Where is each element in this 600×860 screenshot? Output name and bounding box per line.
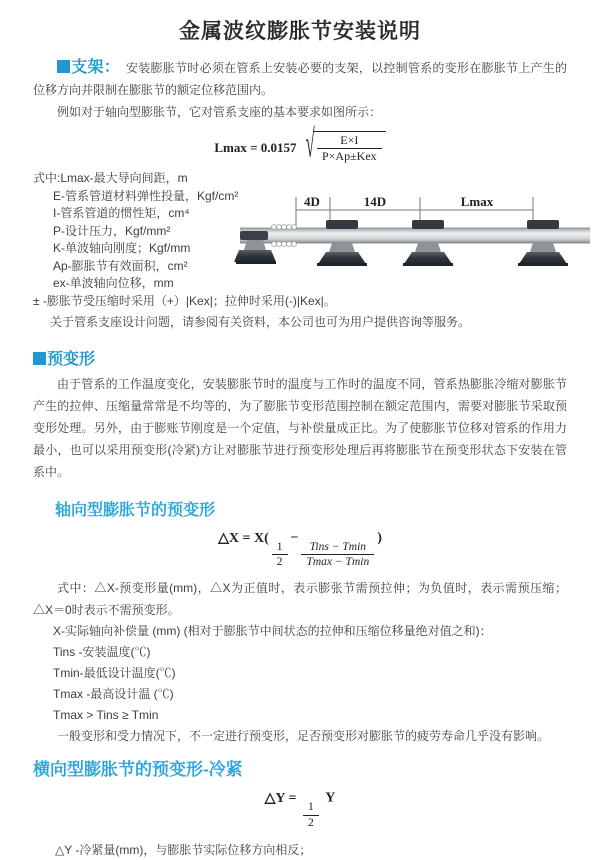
fraction-numerator: E×I xyxy=(317,133,382,149)
support-note: 关于管系支座设计问题，请参阅有关资料，本公司也可为用户提供咨询等服务。 xyxy=(50,315,471,329)
axial-line: X-实际轴向补偿量 (mm) (相对于膨胀节中间状态的拉伸和压缩位移量绝对值之和)： xyxy=(53,624,492,639)
formula-prefix: △Y = xyxy=(264,791,297,807)
lateral-predeform-formula xyxy=(265,790,336,829)
support-section-label: 支架： xyxy=(71,59,121,76)
formula-prefix: △X = X( xyxy=(218,531,269,546)
definition-line: P-设计压力，Kgf/mm² xyxy=(53,223,171,238)
fraction-denominator: P×Ap±Kex xyxy=(321,149,377,163)
fraction-denominator: Tmax − Tmin xyxy=(306,556,370,569)
dim-label-4d: 4D xyxy=(304,194,320,209)
fraction-half xyxy=(272,540,288,570)
axial-line: Tmin-最低设计温度(℃) xyxy=(53,666,176,681)
predeform-section-header xyxy=(33,346,600,369)
section-square-icon xyxy=(57,60,70,73)
fraction-numerator: Tins − Tmin xyxy=(301,540,374,555)
predeform-section-label: 预变形 xyxy=(47,351,96,368)
square-root xyxy=(305,125,386,167)
axial-predeform-heading: 轴向型膨胀节的预变形 xyxy=(55,502,216,519)
support-paragraph xyxy=(33,57,567,101)
support-intro-text: 安装膨胀节时必须在管系上安装必要的支架，以控制管系的变形在膨胀节上产生的位移方向并限制在膨胀节的额定位移范围内。 xyxy=(33,61,567,97)
lateral-note-text: △Y -冷紧量(mm)，与膨胀节实际位移方向相反； xyxy=(55,842,312,857)
fraction-numerator: 1 xyxy=(272,540,288,555)
definition-line: 式中:Lmax-最大导向间距，m xyxy=(33,171,188,185)
definition-line: Ap-膨胀节有效面积，cm² xyxy=(53,258,188,273)
dim-label-14d: 14D xyxy=(363,194,387,209)
guide-spacing-formula xyxy=(214,125,385,167)
formula-suffix: ) xyxy=(377,530,382,546)
definition-line-plusminus: ± -膨胀节受压缩时采用（+）|Kex|；拉伸时采用(-)|Kex|。 xyxy=(33,293,336,308)
dim-label-lmax: Lmax xyxy=(460,194,494,209)
definition-line: K-单波轴向刚度；Kgf/mm xyxy=(53,241,191,255)
fraction-denominator: 2 xyxy=(307,816,314,829)
axial-line: Tins -安装温度(℃) xyxy=(53,645,151,660)
support-example-text: 例如对于轴向型膨胀节，它对管系支座的基本要求如图所示： xyxy=(57,105,382,119)
definition-line: E-管系管道材料弹性投量，Kgf/cm² xyxy=(53,188,239,203)
section-square-icon xyxy=(33,352,46,365)
radicand xyxy=(313,131,386,164)
lateral-predeform-heading: 横向型膨胀节的预变形-冷紧 xyxy=(33,760,243,780)
radical-icon: √ xyxy=(305,125,315,167)
fraction-half xyxy=(303,800,319,830)
axial-line: Tmax -最高设计温 (℃) xyxy=(53,687,174,702)
formula-lhs: Lmax = 0.0157 xyxy=(214,140,297,156)
page-title: 金属波纹膨胀节安装说明 xyxy=(179,20,421,43)
axial-closing-text: 一般变形和受力情况下，不一定进行预变形，足否预变形对膨胀节的疲劳寿命几乎没有影响。 xyxy=(57,729,550,744)
axial-explain-text: 式中：△X-预变形量(mm)，△X为正值时，表示膨张节需预拉伸；为负值时，表示需预压缩；△X＝0时表示不需预变形。 xyxy=(33,581,567,618)
formula-suffix: Y xyxy=(325,790,336,806)
fraction-temperature xyxy=(301,540,374,570)
fraction-numerator: 1 xyxy=(303,800,319,815)
definition-line: ex-单波轴向位移，mm xyxy=(53,276,174,290)
predeform-paragraph: 由于管系的工作温度变化，安装膨胀节时的温度与工作时的温度不同，管系热膨胀冷缩对膨胀节产生的拉伸、压缩量常常是不均等的，为了膨胀节变形范围控制在额定范围内，需要对膨胀节采取预变形处理。另外，由于膨账节刚度是一个定值，与补偿量成正比。为了使膨胀节位移对管系的作用力最小，也可以采用预变形(冷紧)方让对膨胀节进行预变形处理后再将膨胀节在预变形状态下安装在管系中。 xyxy=(33,377,567,479)
pipe xyxy=(240,228,590,243)
fraction xyxy=(317,133,382,164)
fraction-denominator: 2 xyxy=(276,556,283,569)
axial-predeform-formula xyxy=(218,530,382,569)
axial-line: Tmax > Tins ≥ Tmin xyxy=(53,708,159,723)
pipe-support-diagram xyxy=(238,190,598,295)
definition-line: I-管系管道的惯性矩，cm⁴ xyxy=(53,206,190,220)
minus-sign: − xyxy=(290,530,299,546)
